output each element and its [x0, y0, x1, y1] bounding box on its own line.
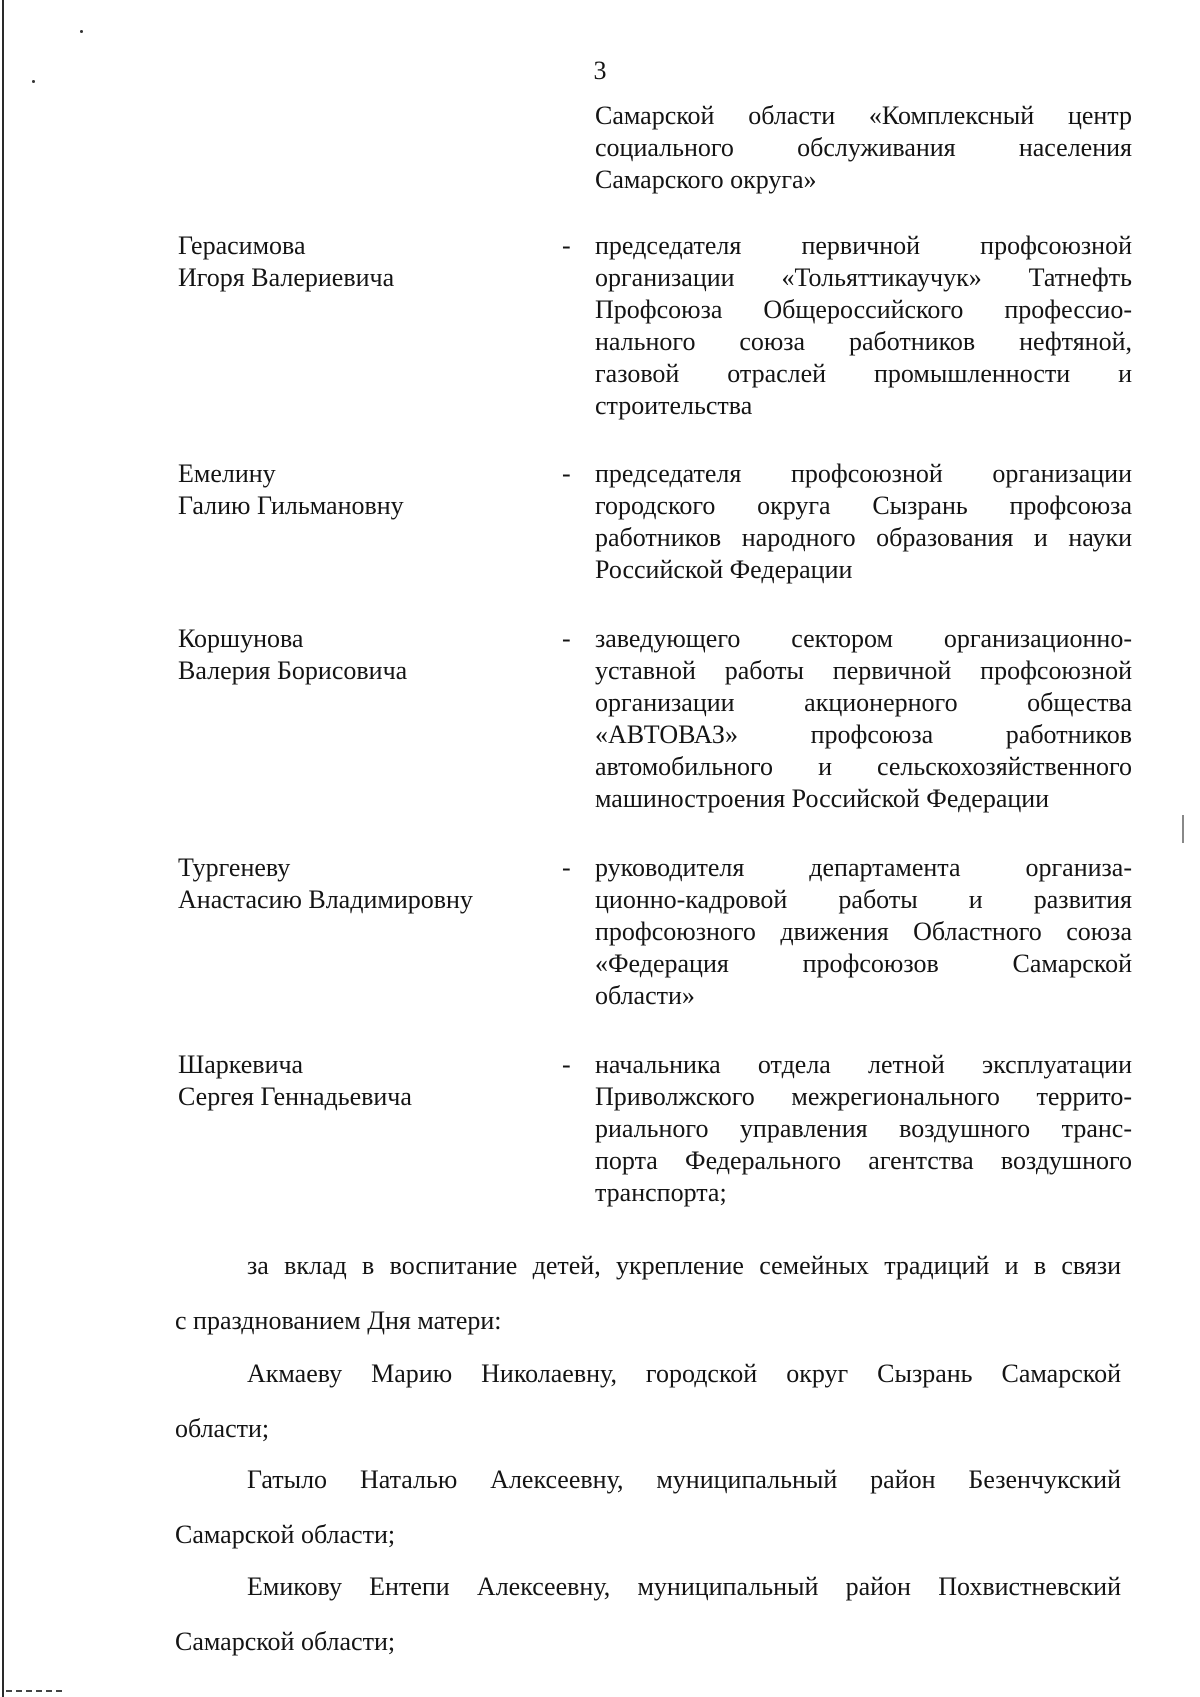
text-line: Российской Федерации: [595, 555, 853, 584]
text-line: председателя профсоюзной организации: [595, 459, 1132, 488]
body-paragraph: [175, 1452, 1121, 1562]
text-line: работников народного образования и науки: [595, 523, 1132, 552]
body-paragraph: [175, 1346, 1121, 1456]
name-line: Емелину: [178, 459, 276, 488]
person-position: [595, 230, 1132, 422]
body-paragraph: [175, 1238, 1121, 1348]
text-line: организации акционерного общества: [595, 688, 1132, 717]
name-line: Анастасию Владимировну: [178, 885, 473, 914]
text-line: Самарской области «Комплексный центр: [595, 101, 1132, 130]
name-line: Герасимова: [178, 231, 306, 260]
text-line: Емикову Ентепи Алексеевну, муниципальный район Похвистневский: [247, 1572, 1121, 1601]
text-line: Самарской области;: [175, 1520, 396, 1549]
scan-artifact: [6, 1690, 62, 1694]
text-line: профсоюзного движения Областного союза: [595, 917, 1132, 946]
scan-speck: [80, 30, 83, 33]
person-name: [178, 458, 538, 522]
text-line: «АВТОВАЗ» профсоюза работников: [595, 720, 1132, 749]
name-line: Игоря Валериевича: [178, 263, 395, 292]
text-line: Гатыло Наталью Алексеевну, муниципальный район Безенчукский: [247, 1465, 1121, 1494]
text-line: уставной работы первичной профсоюзной: [595, 656, 1132, 685]
person-name: [178, 623, 538, 687]
text-line: «Федерация профсоюзов Самарской: [595, 949, 1132, 978]
text-line: с празднованием Дня матери:: [175, 1306, 502, 1335]
text-line: начальника отдела летной эксплуатации: [595, 1050, 1132, 1079]
text-line: Приволжского межрегионального террито-: [595, 1082, 1132, 1111]
scan-artifact: [1182, 815, 1184, 843]
person-name: [178, 230, 538, 294]
text-line: нального союза работников нефтяной,: [595, 327, 1132, 356]
person-position: [595, 458, 1132, 586]
text-line: транспорта;: [595, 1178, 727, 1207]
person-position: [595, 1049, 1132, 1209]
text-line: руководителя департамента организа-: [595, 853, 1132, 882]
text-line: газовой отраслей промышленности и: [595, 359, 1132, 388]
separator-dash: -: [562, 853, 571, 882]
text-line: за вклад в воспитание детей, укрепление семейных традиций и в связи: [247, 1251, 1121, 1280]
text-line: социального обслуживания населения: [595, 133, 1132, 162]
name-line: Галию Гильмановну: [178, 491, 404, 520]
separator-dash: -: [562, 459, 571, 488]
separator-dash: -: [562, 231, 571, 260]
text-line: председателя первичной профсоюзной: [595, 231, 1132, 260]
separator-dash: -: [562, 624, 571, 653]
name-line: Сергея Геннадьевича: [178, 1082, 412, 1111]
separator-dash: -: [562, 1050, 571, 1079]
text-line: области»: [595, 981, 695, 1010]
text-line: области;: [175, 1414, 270, 1443]
name-line: Валерия Борисовича: [178, 656, 408, 685]
text-line: риального управления воздушного транс-: [595, 1114, 1132, 1143]
text-line: заведующего сектором организационно-: [595, 624, 1132, 653]
continuation-text: [595, 100, 1132, 196]
text-line: Профсоюза Общероссийского профессио-: [595, 295, 1132, 324]
text-line: городского округа Сызрань профсоюза: [595, 491, 1132, 520]
text-line: машиностроения Российской Федерации: [595, 784, 1050, 813]
person-name: [178, 852, 538, 916]
text-line: автомобильного и сельскохозяйственного: [595, 752, 1132, 781]
body-paragraph: [175, 1559, 1121, 1669]
name-line: Коршунова: [178, 624, 304, 653]
text-line: Самарского округа»: [595, 165, 817, 194]
page-number: 3: [593, 56, 607, 85]
person-position: [595, 623, 1132, 815]
person-position: [595, 852, 1132, 1012]
text-line: Акмаеву Марию Николаевну, городской округ Сызрань Самарской: [247, 1359, 1121, 1388]
name-line: Тургеневу: [178, 853, 291, 882]
text-line: Самарской области;: [175, 1627, 396, 1656]
text-line: ционно-кадровой работы и развития: [595, 885, 1132, 914]
scan-edge: [2, 0, 4, 1697]
text-line: строительства: [595, 391, 753, 420]
text-line: организации «Тольяттикаучук» Татнефть: [595, 263, 1132, 292]
name-line: Шаркевича: [178, 1050, 304, 1079]
text-line: порта Федерального агентства воздушного: [595, 1146, 1132, 1175]
scan-speck: [32, 80, 35, 83]
person-name: [178, 1049, 538, 1113]
